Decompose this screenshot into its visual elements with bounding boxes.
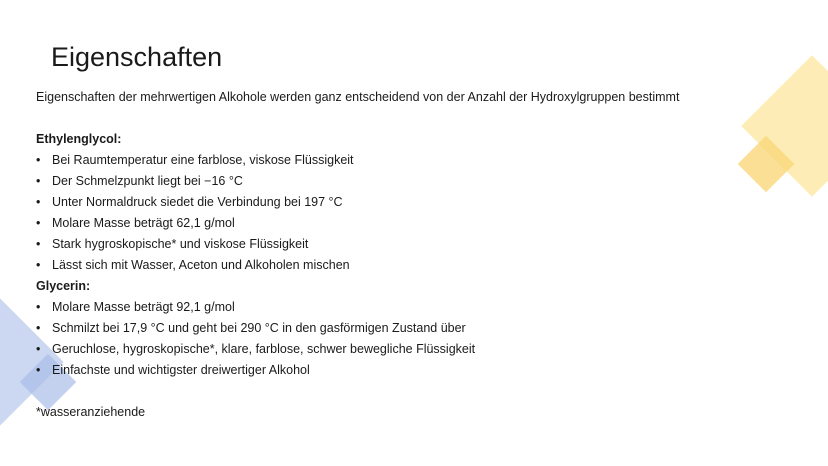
- list-item: [36, 339, 736, 360]
- spacer: [36, 381, 736, 402]
- list-item: [36, 318, 736, 339]
- bullet-icon: •: [36, 321, 41, 335]
- list-item-text: Stark hygroskopische* und viskose Flüssigkeit: [52, 237, 309, 251]
- spacer: [36, 108, 736, 129]
- list-item-text: Bei Raumtemperatur eine farblose, viskose Flüssigkeit: [52, 153, 354, 167]
- bullet-list: [36, 297, 736, 381]
- slide-title: Eigenschaften: [51, 42, 223, 72]
- bullet-icon: •: [36, 237, 41, 251]
- section-heading: Glycerin:: [36, 279, 91, 293]
- list-item: [36, 255, 736, 276]
- bullet-list: [36, 150, 736, 276]
- list-item: [36, 213, 736, 234]
- bullet-icon: •: [36, 174, 41, 188]
- list-item: [36, 297, 736, 318]
- list-item-text: Molare Masse beträgt 92,1 g/mol: [52, 300, 235, 314]
- footnote: *wasseranziehende: [36, 405, 146, 419]
- list-item: [36, 360, 736, 381]
- slide-content: [36, 87, 736, 423]
- section-heading: Ethylenglycol:: [36, 132, 122, 146]
- list-item-text: Lässt sich mit Wasser, Aceton und Alkoholen mischen: [52, 258, 350, 272]
- list-item-text: Schmilzt bei 17,9 °C und geht bei 290 °C in den gasförmigen Zustand über: [52, 321, 466, 335]
- list-item: [36, 234, 736, 255]
- section-glycerin: [36, 276, 736, 381]
- bullet-icon: •: [36, 258, 41, 272]
- bullet-icon: •: [36, 153, 41, 167]
- bullet-icon: •: [36, 363, 41, 377]
- list-item: [36, 192, 736, 213]
- list-item-text: Unter Normaldruck siedet die Verbindung bei 197 °C: [52, 195, 343, 209]
- section-ethylenglycol: [36, 129, 736, 276]
- list-item-text: Der Schmelzpunkt liegt bei −16 °C: [52, 174, 243, 188]
- bullet-icon: •: [36, 216, 41, 230]
- bullet-icon: •: [36, 342, 41, 356]
- list-item-text: Einfachste und wichtigster dreiwertiger Alkohol: [52, 363, 310, 377]
- list-item: [36, 171, 736, 192]
- intro-text: Eigenschaften der mehrwertigen Alkohole werden ganz entscheidend von der Anzahl der Hydroxylgruppen bestimmt: [36, 90, 680, 104]
- bullet-icon: •: [36, 195, 41, 209]
- list-item-text: Molare Masse beträgt 62,1 g/mol: [52, 216, 235, 230]
- list-item: [36, 150, 736, 171]
- bullet-icon: •: [36, 300, 41, 314]
- list-item-text: Geruchlose, hygroskopische*, klare, farblose, schwer bewegliche Flüssigkeit: [52, 342, 476, 356]
